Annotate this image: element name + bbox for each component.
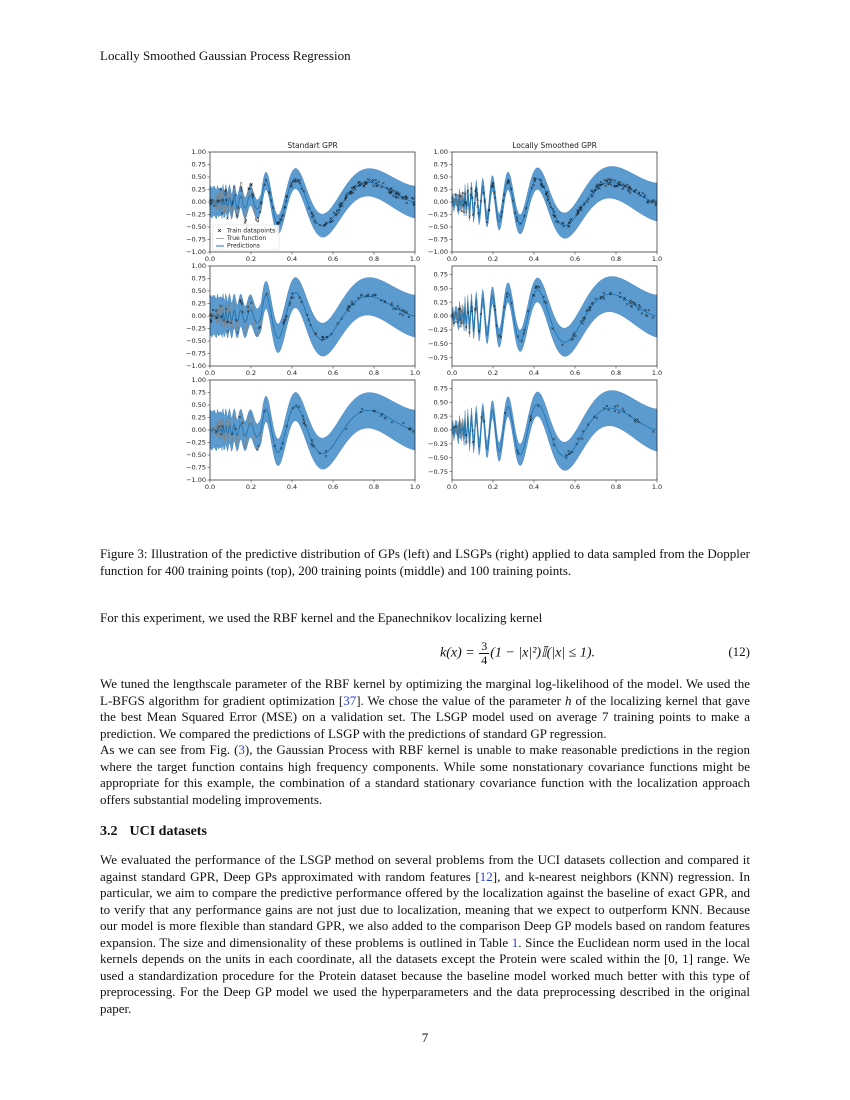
y-tick-label: −0.50 [428, 453, 448, 462]
y-tick-label: 0.00 [433, 426, 448, 435]
x-tick-label: 0.4 [528, 483, 540, 491]
y-tick-label: −0.25 [428, 326, 448, 335]
y-tick-label: 1.00 [191, 148, 206, 157]
doppler-figure [170, 136, 680, 506]
x-tick-label: 0.0 [204, 369, 216, 377]
y-tick-label: 0.00 [191, 426, 206, 435]
x-tick-label: 0.8 [610, 255, 622, 263]
y-tick-label: 0.50 [191, 401, 206, 410]
x-tick-label: 1.0 [651, 255, 663, 263]
y-tick-label: 0.75 [191, 274, 206, 283]
paragraph-tuning: We tuned the lengthscale parameter of the RBF kernel by optimizing the marginal log-likelihood of the model. We used the L-BFGS algorithm for gradient optimization [37]. We chose the value of the parameter h of the localizing kernel that gave the best Mean Squared Error (MSE) on a validation set. The LSGP model used on average 7 training points to make a prediction. We compared the predictions of LSGP with the predictions of standard GP regression. [100, 676, 750, 741]
y-tick-label: −1.00 [428, 248, 448, 257]
x-tick-label: 0.8 [610, 483, 622, 491]
y-tick-label: 0.50 [191, 173, 206, 182]
y-tick-label: −1.00 [186, 248, 206, 257]
x-tick-label: 0.4 [528, 255, 540, 263]
y-tick-label: −0.75 [186, 349, 206, 358]
x-tick-label: 1.0 [409, 255, 421, 263]
y-tick-label: 0.50 [433, 173, 448, 182]
x-tick-label: 0.0 [204, 483, 216, 491]
y-tick-label: 0.25 [191, 185, 206, 194]
x-tick-label: 0.6 [569, 369, 581, 377]
y-tick-label: −0.25 [186, 324, 206, 333]
x-tick-label: 0.2 [487, 369, 499, 377]
y-tick-label: −0.25 [428, 210, 448, 219]
y-tick-label: 0.75 [433, 160, 448, 169]
y-tick-label: 0.75 [191, 388, 206, 397]
x-tick-label: 1.0 [409, 483, 421, 491]
x-tick-label: 0.8 [368, 483, 380, 491]
y-tick-label: 0.75 [433, 270, 448, 279]
y-tick-label: 0.75 [191, 160, 206, 169]
x-tick-label: 0.0 [446, 483, 458, 491]
x-tick-label: 0.2 [245, 483, 257, 491]
chart-panel-4 [428, 266, 662, 377]
x-tick-label: 0.4 [286, 255, 298, 263]
y-tick-label: −0.75 [428, 235, 448, 244]
chart-panel-3 [186, 262, 420, 377]
citation-link[interactable]: 12 [479, 868, 493, 884]
x-tick-label: 0.2 [487, 255, 499, 263]
chart-panel-5 [186, 376, 420, 491]
y-tick-label: 0.00 [191, 198, 206, 207]
y-tick-label: −0.75 [428, 467, 448, 476]
panel-title: Standart GPR [287, 141, 338, 150]
equation-number: (12) [728, 644, 750, 659]
y-tick-label: −0.50 [186, 451, 206, 460]
y-tick-label: −0.50 [428, 339, 448, 348]
y-tick-label: 0.00 [433, 198, 448, 207]
citation-link[interactable]: 37 [343, 692, 357, 708]
confidence-band [210, 277, 415, 356]
x-tick-label: 0.4 [286, 483, 298, 491]
confidence-band [452, 277, 657, 357]
equation-lhs: k(x) = [440, 645, 479, 661]
y-tick-label: −0.50 [186, 337, 206, 346]
y-tick-label: −0.25 [186, 210, 206, 219]
chart-panel-6 [428, 380, 662, 491]
x-tick-label: 0.0 [446, 255, 458, 263]
x-tick-label: 0.0 [446, 369, 458, 377]
train-datapoint [459, 325, 461, 327]
panel-title: Locally Smoothed GPR [512, 141, 597, 150]
y-tick-label: 1.00 [191, 262, 206, 271]
paragraph-discussion: As we can see from Fig. (3), the Gaussian Process with RBF kernel is unable to make reasonable predictions in the region where the target function contains high frequency components. While some nonstationary covariance functions might be appropriate for this example, the combination of a standard stationary covariance function with the localization approach offers substantial modeling improvements. [100, 742, 751, 807]
y-tick-label: 0.50 [433, 398, 448, 407]
train-datapoint [240, 182, 242, 184]
equation-12 [100, 636, 750, 670]
x-tick-label: 0.6 [569, 483, 581, 491]
confidence-band [452, 166, 657, 238]
y-tick-label: 0.75 [433, 384, 448, 393]
x-tick-label: 0.6 [327, 255, 339, 263]
running-title: Locally Smoothed Gaussian Process Regression [100, 48, 351, 63]
y-tick-label: 0.50 [191, 287, 206, 296]
page-number: 7 [421, 1030, 429, 1045]
y-tick-label: 1.00 [191, 376, 206, 385]
chart-panel-1 [186, 141, 420, 263]
x-tick-label: 0.2 [245, 369, 257, 377]
legend-label: Train datapoints [227, 227, 276, 235]
x-tick-label: 1.0 [651, 369, 663, 377]
legend-label: True function [227, 235, 267, 242]
y-tick-label: 0.00 [191, 312, 206, 321]
x-tick-label: 0.6 [327, 369, 339, 377]
y-tick-label: −1.00 [186, 362, 206, 371]
x-tick-label: 1.0 [651, 483, 663, 491]
table-ref-link[interactable]: 1 [511, 934, 519, 950]
y-tick-label: −1.00 [186, 476, 206, 485]
paragraph-uci: We evaluated the performance of the LSGP method on several problems from the UCI datasets collection and compared it against standard GPR, Deep GPs approximated with random features [12], and k-nearest neighbors (KNN) regression. In particular, we aim to compare the predictive performance offered by the localization against the baseline of exact GPR, and to verify that any performance gains are not just due to localization, meaning that we expect to outperform KNN. Because our model is more flexible than standard GPR, we also added to the comparison Deep GP models based on random features expansion. The size and dimensionality of these problems is outlined in Table 1. Since the Euclidean norm used in the local kernels depends on the units in each coordinate, all the datasets except the Protein were scaled within the [0, 1] range. We used a standardization procedure for the Protein dataset because the baseline model worked much better with this type of preprocessing. For the Deep GP model we used the hyperparameters and the data preprocessing described in the original paper. [100, 852, 751, 1016]
y-tick-label: 0.25 [433, 412, 448, 421]
x-tick-label: 0.2 [245, 255, 257, 263]
x-tick-label: 0.0 [204, 255, 216, 263]
x-tick-label: 0.6 [327, 483, 339, 491]
section-heading: 3.2 UCI datasets [100, 824, 207, 839]
y-tick-label: −0.75 [186, 235, 206, 244]
y-tick-label: 0.25 [433, 185, 448, 194]
y-tick-label: 0.25 [191, 413, 206, 422]
y-tick-label: 0.25 [191, 299, 206, 308]
equation-rhs: (1 − |x|²)𝕀(|x| ≤ 1). [490, 645, 595, 661]
paragraph-intro: For this experiment, we used the RBF kernel and the Epanechnikov localizing kernel [100, 610, 543, 625]
y-tick-label: 0.25 [433, 298, 448, 307]
confidence-band [452, 391, 657, 471]
x-tick-label: 0.8 [610, 369, 622, 377]
y-tick-label: −0.75 [428, 353, 448, 362]
x-tick-label: 1.0 [409, 369, 421, 377]
y-tick-label: −0.25 [428, 440, 448, 449]
x-tick-label: 0.6 [569, 255, 581, 263]
chart-panel-2 [428, 141, 662, 263]
equation-fraction: $\frac{3}{4}$ [481, 639, 488, 667]
y-tick-label: −0.25 [186, 438, 206, 447]
x-tick-label: 0.8 [368, 255, 380, 263]
y-tick-label: −0.75 [186, 463, 206, 472]
legend-label: Predictions [227, 242, 260, 250]
y-tick-label: −0.50 [186, 223, 206, 232]
y-tick-label: −0.50 [428, 223, 448, 232]
figure-ref-link[interactable]: 3 [238, 742, 245, 757]
x-tick-label: 0.2 [487, 483, 499, 491]
y-tick-label: 0.00 [433, 312, 448, 321]
x-tick-label: 0.4 [286, 369, 298, 377]
y-tick-label: 0.50 [433, 284, 448, 293]
x-tick-label: 0.8 [368, 369, 380, 377]
confidence-band [210, 392, 415, 469]
y-tick-label: 1.00 [433, 148, 448, 157]
figure-caption: Figure 3: Illustration of the predictive distribution of GPs (left) and LSGPs (right) applied to data sampled from the Doppler function for 400 training points (top), 200 training points (middle) and 100 training points. [100, 546, 750, 578]
x-tick-label: 0.4 [528, 369, 540, 377]
